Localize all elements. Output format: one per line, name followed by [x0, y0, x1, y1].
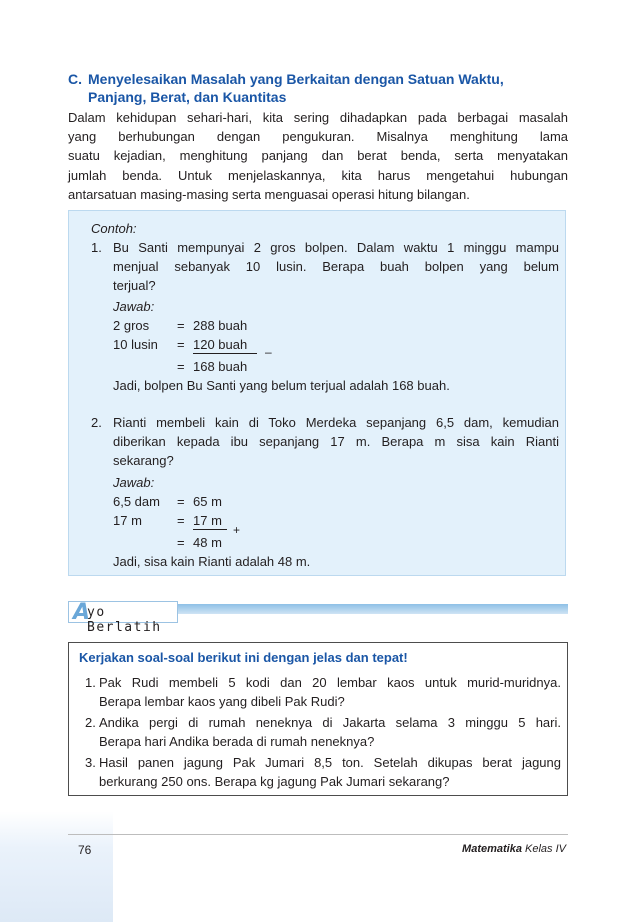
exercise-item	[79, 713, 561, 751]
page-number: 76	[78, 843, 92, 857]
intro-line: yang berhubungan dengan pengukuran. Misalnya menghitung lama	[68, 129, 568, 145]
exercise-item-number: 1.	[85, 675, 96, 690]
problem-1-row2-equals: =	[177, 337, 185, 352]
problem-1-row1-value: 288 buah	[193, 318, 248, 333]
exercise-item-number: 2.	[85, 715, 96, 730]
section-heading	[68, 70, 568, 106]
section-title-line2: Panjang, Berat, dan Kuantitas	[88, 89, 287, 105]
problem-2-number: 2.	[91, 415, 102, 430]
intro-line: jumlah benda. Untuk menjelaskannya, kita harus mengetahui hubungan	[68, 167, 568, 183]
problem-2-operator: +	[233, 523, 241, 537]
footer-book-class: Kelas IV	[525, 843, 566, 855]
problem-2-sum-line	[193, 529, 227, 530]
footer-book-title	[462, 843, 566, 855]
intro-paragraph	[68, 108, 568, 204]
exercise-item	[79, 753, 561, 791]
intro-line: suatu kejadian, menghitung panjang dan berat benda, serta menyatakan	[68, 148, 568, 164]
problem-2-line: sekarang?	[113, 453, 174, 468]
section-title-line1: Menyelesaikan Masalah yang Berkaitan dengan Satuan Waktu,	[88, 71, 504, 87]
exercise-item	[79, 673, 561, 711]
ayo-berlatih-banner	[68, 600, 568, 635]
exercise-title: Kerjakan soal-soal berikut ini dengan jelas dan tepat!	[79, 650, 408, 665]
problem-2-line: diberikan kepada ibu sepanjang 17 m. Berapa m sisa kain Rianti	[113, 434, 559, 449]
problem-1-operator: –	[265, 345, 272, 359]
problem-1-conclusion: Jadi, bolpen Bu Santi yang belum terjual adalah 168 buah.	[113, 378, 450, 393]
problem-2-row1-value: 65 m	[193, 494, 222, 509]
intro-line: Dalam kehidupan sehari-hari, kita sering dihadapkan pada berbagai masalah	[68, 110, 568, 125]
problem-2-result-value: 48 m	[193, 535, 222, 550]
problem-1-result-value: 168 buah	[193, 359, 248, 374]
problem-1-number: 1.	[91, 240, 102, 255]
intro-line: antarsatuan masing-masing serta menguasai operasi hitung bilangan.	[68, 186, 470, 202]
problem-1-result-equals: =	[177, 359, 185, 374]
exercise-item-line: Pak Rudi membeli 5 kodi dan 20 lembar kaos untuk murid-muridnya.	[99, 675, 561, 690]
banner-label-box	[68, 600, 178, 635]
problem-2-row1-label: 6,5 dam	[113, 494, 160, 509]
exercise-item-line: Berapa lembar kaos yang dibeli Pak Rudi?	[99, 694, 345, 709]
example-heading: Contoh:	[91, 221, 137, 236]
problem-1-row2-value: 120 buah	[193, 337, 248, 352]
banner-label: yo Berlatih	[87, 605, 162, 635]
problem-2-row2-value: 17 m	[193, 513, 222, 528]
problem-1-line: menjual sebanyak 10 lusin. Berapa buah bolpen yang belum	[113, 259, 559, 274]
problem-1-row1-label: 2 gros	[113, 318, 150, 333]
problem-1-line: terjual?	[113, 278, 156, 293]
exercise-item-line: Berapa hari Andika berada di rumah neneknya?	[99, 734, 375, 749]
problem-2-row2-label: 17 m	[113, 513, 142, 528]
exercise-item-line: berkurang 250 ons. Berapa kg jagung Pak Jumari sekarang?	[99, 774, 450, 789]
exercise-item-number: 3.	[85, 755, 96, 770]
problem-1-sum-line	[193, 353, 257, 354]
problem-2-row2-equals: =	[177, 513, 185, 528]
problem-1-row1-equals: =	[177, 318, 185, 333]
problem-1-row2-label: 10 lusin	[113, 337, 158, 352]
problem-2-result-equals: =	[177, 535, 185, 550]
section-letter: C.	[68, 71, 82, 87]
problem-1-answer-label: Jawab:	[113, 299, 155, 314]
exercise-item-line: Hasil panen jagung Pak Jumari 8,5 ton. Setelah dikupas berat jagung	[99, 755, 561, 770]
footer-book-name: Matematika	[462, 843, 522, 855]
problem-2-row1-equals: =	[177, 494, 185, 509]
exercise-box	[68, 642, 568, 796]
problem-1-line: Bu Santi mempunyai 2 gros bolpen. Dalam waktu 1 minggu mampu	[113, 240, 559, 255]
banner-initial: A	[73, 600, 91, 625]
problem-2-line: Rianti membeli kain di Toko Merdeka sepanjang 6,5 dam, kemudian	[113, 415, 559, 430]
problem-2-answer-label: Jawab:	[113, 475, 155, 490]
exercise-item-line: Andika pergi di rumah neneknya di Jakarta selama 3 minggu 5 hari.	[99, 715, 561, 730]
footer-divider	[68, 834, 568, 835]
problem-2-conclusion: Jadi, sisa kain Rianti adalah 48 m.	[113, 554, 311, 569]
example-box	[68, 210, 566, 576]
